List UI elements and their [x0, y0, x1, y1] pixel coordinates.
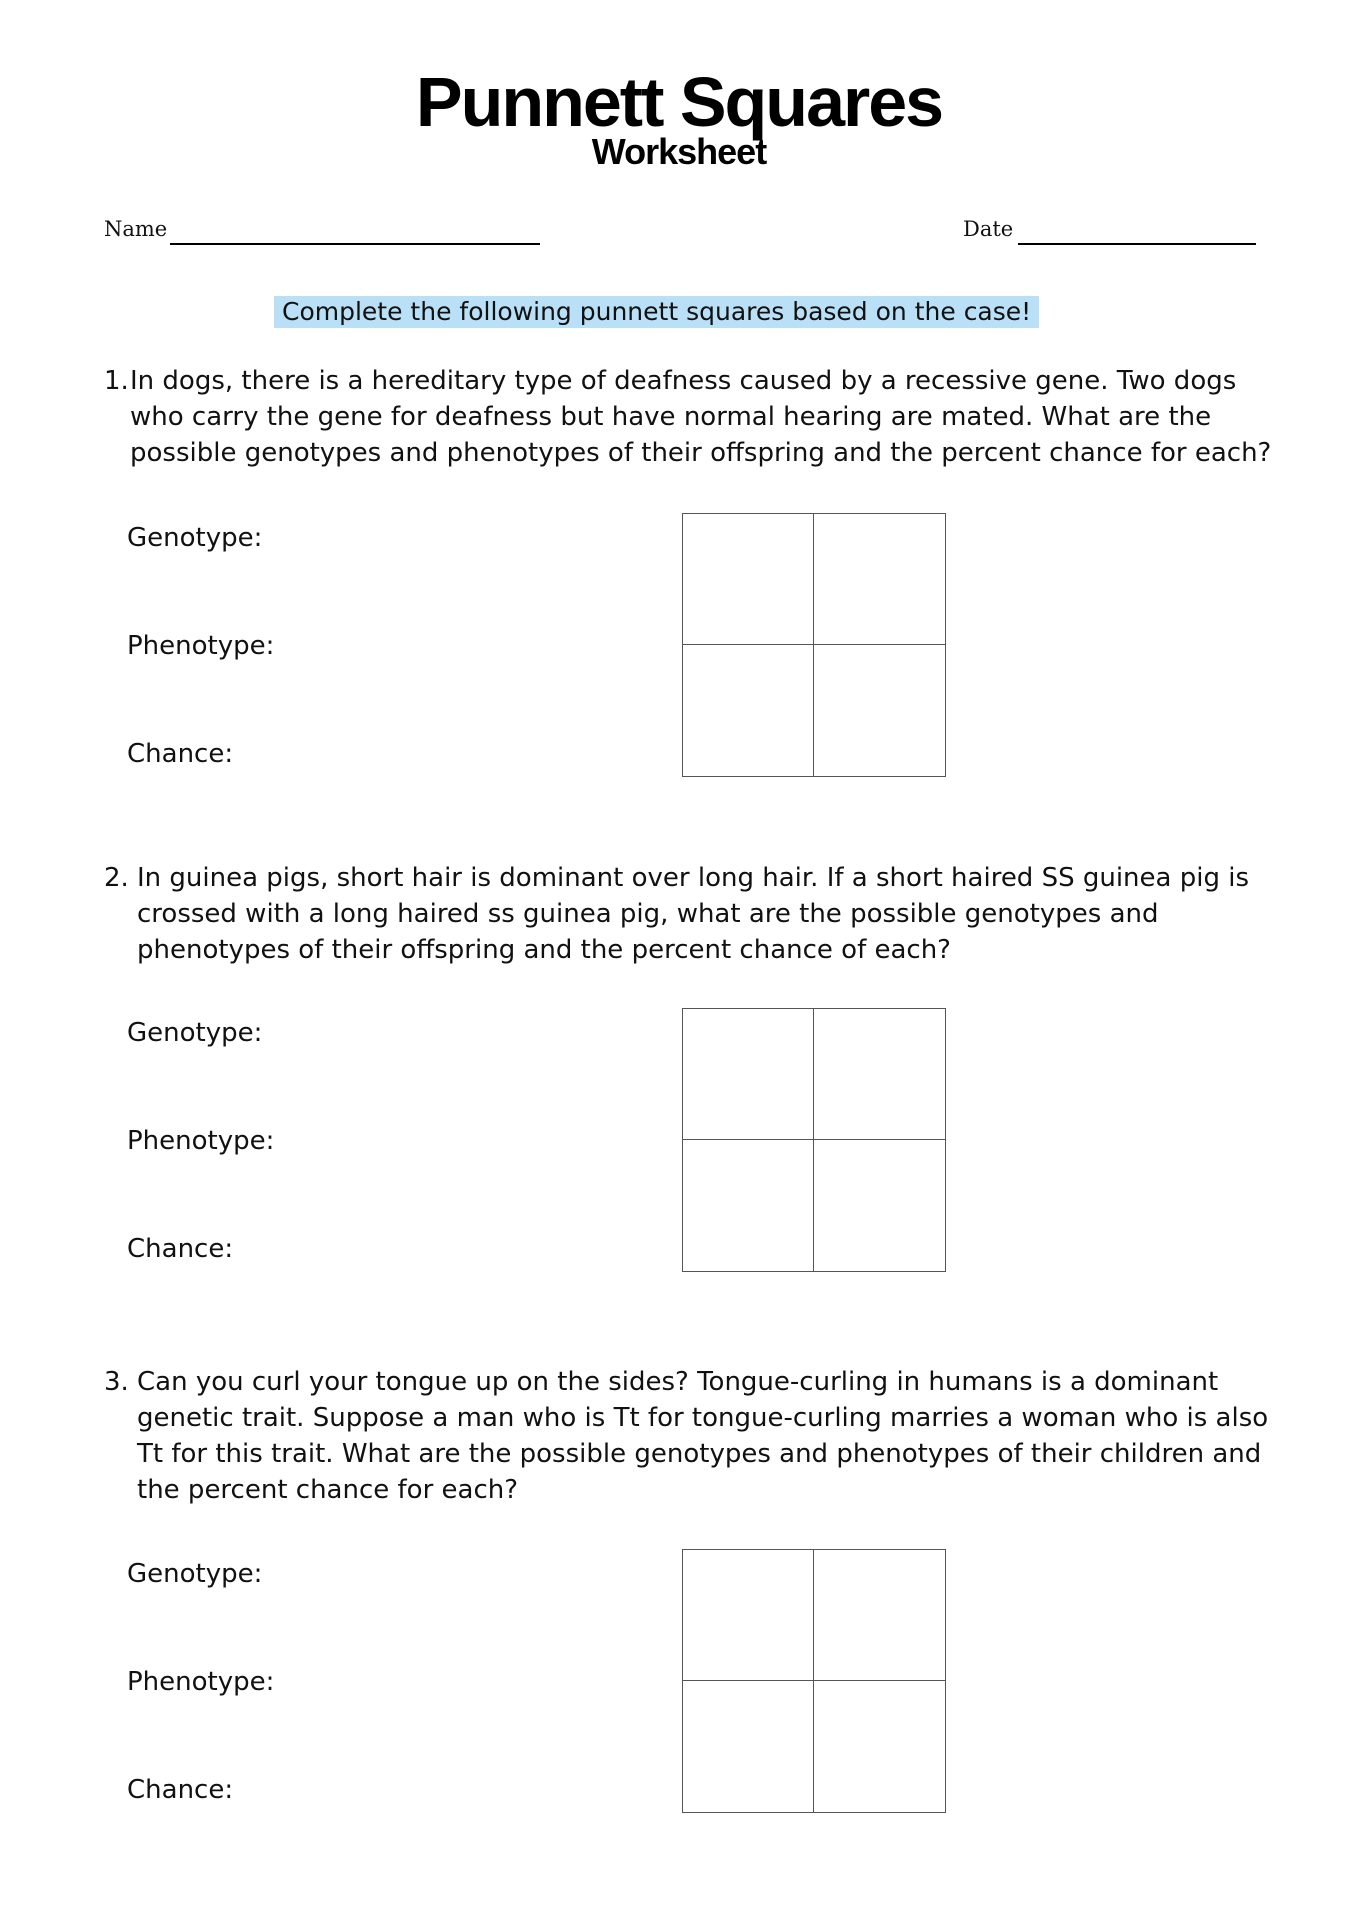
date-line[interactable]: [1018, 243, 1256, 245]
question-text: In dogs, there is a hereditary type of deafness caused by a recessive gene. Two dogs who carry the gene for deafness but have normal hearing are mated. What are the possible genotypes and phenotypes of their offspring and the percent chance for each?: [130, 366, 1272, 468]
date-label: Date: [963, 217, 1014, 241]
question-number: 3.: [104, 1367, 129, 1397]
name-line[interactable]: [170, 243, 540, 245]
punnett-cell[interactable]: [683, 1681, 814, 1812]
name-label: Name: [104, 217, 168, 241]
punnett-cell[interactable]: [683, 1550, 814, 1681]
punnett-cell[interactable]: [814, 1550, 945, 1681]
punnett-cell[interactable]: [814, 514, 945, 645]
genotype-label: Genotype:: [127, 1559, 263, 1589]
page-title: Punnett Squares: [415, 63, 943, 141]
punnett-cell[interactable]: [814, 1009, 945, 1140]
punnett-cell[interactable]: [683, 645, 814, 776]
question-text: Can you curl your tongue up on the sides? Tongue-curling in humans is a dominant genetic trait. Suppose a man who is Tt for tongue-curling marries a woman who is also Tt for this trait. What are the possible genotypes and phenotypes of their children and the percent chance for each?: [137, 1367, 1269, 1505]
punnett-square-1: [682, 513, 946, 777]
phenotype-label: Phenotype:: [127, 1126, 275, 1156]
phenotype-label: Phenotype:: [127, 631, 275, 661]
punnett-square-2: [682, 1008, 946, 1272]
question-2: [104, 860, 1264, 968]
chance-label: Chance:: [127, 1234, 234, 1264]
punnett-cell[interactable]: [814, 645, 945, 776]
punnett-cell[interactable]: [683, 1140, 814, 1271]
question-text: In guinea pigs, short hair is dominant over long hair. If a short haired SS guinea pig is crossed with a long haired ss guinea pig, what are the possible genotypes and phenotypes of their offspring and the percent chance of each?: [137, 863, 1249, 965]
question-number: 2.: [104, 863, 129, 893]
punnett-cell[interactable]: [683, 514, 814, 645]
question-3: [104, 1364, 1294, 1508]
genotype-label: Genotype:: [127, 523, 263, 553]
question-1: [104, 363, 1294, 471]
punnett-cell[interactable]: [683, 1009, 814, 1140]
punnett-cell[interactable]: [814, 1681, 945, 1812]
chance-label: Chance:: [127, 739, 234, 769]
page-subtitle: Worksheet: [591, 131, 767, 172]
punnett-cell[interactable]: [814, 1140, 945, 1271]
genotype-label: Genotype:: [127, 1018, 263, 1048]
punnett-square-3: [682, 1549, 946, 1813]
phenotype-label: Phenotype:: [127, 1667, 275, 1697]
chance-label: Chance:: [127, 1775, 234, 1805]
instruction-text: Complete the following punnett squares based on the case!: [274, 296, 1039, 328]
question-number: 1.: [104, 366, 129, 396]
